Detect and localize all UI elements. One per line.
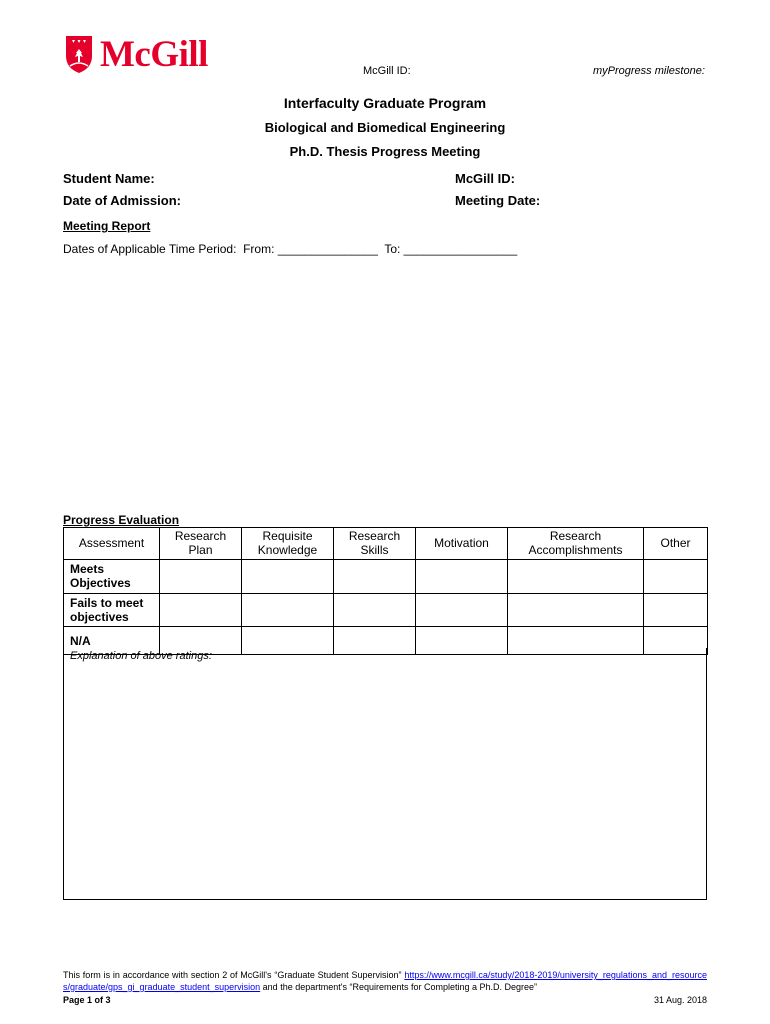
column-header: Assessment	[64, 528, 160, 560]
logo-wordmark: McGill	[100, 33, 208, 75]
meeting-date-label: Meeting Date:	[455, 193, 541, 208]
row-label: Meets Objectives	[64, 559, 160, 593]
rating-cell[interactable]	[160, 593, 242, 627]
progress-evaluation-heading: Progress Evaluation	[63, 513, 180, 527]
column-header: Research Skills	[334, 528, 416, 560]
rating-cell[interactable]	[508, 593, 644, 627]
footer-statement-start: This form is in accordance with section 2 of McGill's “Graduate Student Supervision”	[63, 970, 402, 980]
rating-cell[interactable]	[160, 559, 242, 593]
rating-cell[interactable]	[416, 593, 508, 627]
rating-cell[interactable]	[334, 593, 416, 627]
column-header: Motivation	[416, 528, 508, 560]
time-period-line: Dates of Applicable Time Period: From: _______________ To: _________________	[63, 242, 518, 256]
table-row	[64, 593, 708, 627]
table-row	[64, 559, 708, 593]
table-header-row	[64, 528, 708, 560]
rating-cell[interactable]	[242, 593, 334, 627]
rating-cell[interactable]	[508, 559, 644, 593]
mcgill-id-label: McGill ID:	[455, 171, 515, 186]
rating-cell[interactable]	[242, 559, 334, 593]
explanation-box[interactable]	[63, 648, 707, 900]
explanation-label: Explanation of above ratings:	[70, 650, 212, 662]
footer-statement-end: and the department's “Requirements for Completing a Ph.D. Degree”	[262, 981, 538, 992]
page-number: Page 1 of 3	[63, 995, 111, 1005]
student-name-label: Student Name:	[63, 171, 155, 186]
column-header: Research Plan	[160, 528, 242, 560]
rating-cell[interactable]	[334, 559, 416, 593]
row-label: N/A	[64, 627, 160, 655]
program-title: Interfaculty Graduate Program	[283, 95, 487, 111]
department-title: Biological and Biomedical Engineering	[264, 120, 506, 135]
rating-cell[interactable]	[644, 593, 708, 627]
rating-cell[interactable]	[644, 559, 708, 593]
meeting-title: Ph.D. Thesis Progress Meeting	[289, 144, 481, 159]
date-of-admission-label: Date of Admission:	[63, 193, 181, 208]
myprogress-milestone-label: myProgress milestone:	[593, 65, 705, 77]
column-header: Research Accomplishments	[508, 528, 644, 560]
supervision-link[interactable]: https://www.mcgill.ca/study/2018-2019/university_regulations_and_resources/graduate/gps_gi_graduate_student_supervision	[63, 970, 707, 992]
column-header: Requisite Knowledge	[242, 528, 334, 560]
mcgill-crest-icon	[64, 34, 94, 74]
progress-evaluation-table	[63, 527, 708, 655]
mcgill-logo	[64, 34, 208, 74]
meeting-report-heading: Meeting Report	[63, 219, 151, 233]
footer-statement	[63, 970, 707, 993]
footer-date: 31 Aug. 2018	[653, 995, 707, 1005]
column-header: Other	[644, 528, 708, 560]
row-label: Fails to meet objectives	[64, 593, 160, 627]
rating-cell[interactable]	[416, 559, 508, 593]
header-mcgill-id-label: McGill ID:	[363, 65, 411, 77]
